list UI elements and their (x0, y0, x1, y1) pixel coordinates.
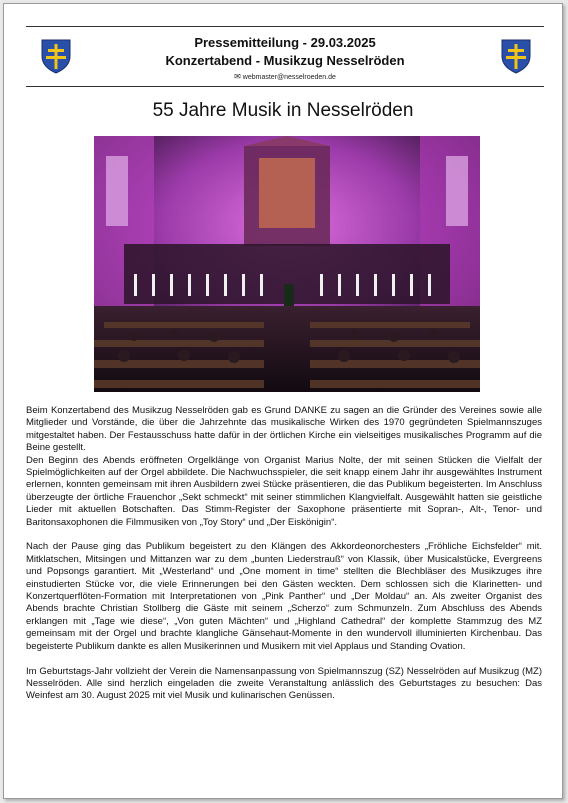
paragraph-program-start: Den Beginn des Abends eröffneten Orgelklänge von Organist Marius Nolte, der mit seinen Stücken die Vielfalt der Spielmöglichkeiten auf der Orgel abbildete. Die Nachwuchsspieler, die seit knapp einem Jahr ihr ausgewähltes Instrument erlernen, konnten gemeinsam mit ihren Ausbildern zwei Stücke präsentieren, die das Publikum begeisterten. Im Anschluss überzeugte der örtliche Frauenchor „Sekt schmeckt“ mit seiner stimmlichen Klangvielfalt. Ausgewählt hatten sie geistliche Lieder mit aktuellen Botschaften. Das Stimm-Register der Saxophone präsentierte mit Sopran-, Alt-, Tenor- und Baritonsaxophonen die Filmmusiken von „Toy Story“ und „Der Eiskönigin“. (26, 454, 542, 528)
concert-photo (94, 136, 480, 392)
contact-email[interactable]: webmaster@nesselroeden.de (242, 74, 336, 81)
header-top-rule (26, 26, 544, 27)
press-header (26, 26, 544, 86)
crest-icon (500, 38, 532, 74)
article-body (26, 405, 542, 703)
paragraph-after-break: Nach der Pause ging das Publikum begeistert zu den Klängen des Akkordeonorchesters „Fröhliche Eichsfelder“ mit. Mitklatschen, Mitsingen und Mittanzen war zu dem „bunten Liederstrauß“ von Klassik, über Musicalstücke, Evergreens und Popsongs garantiert. Mit „Westerland“ und „One moment in time“ stellten die Blechbläser des Musikzuges ihre einstudierten Stücke vor, die viele Erinnerungen bei den Gästen weckten. Dem schlossen sich die Klarinetten- und Konzertquerflöten-Formation mit Interpretationen von „Pink Panther“ und „Der Moldau“ an. Als zweiter Organist des Abends brachte Christian Stollberg die Gäste mit seinem „Scherzo“ zum Schmunzeln. Zum Abschluss des Abends erklangen mit „Tage wie diese“, „Von guten Mächten“ und „Highland Cathedral“ der komplette Stammzug des MZ gemeinsam mit der Orgel und brachte klangliche Gänsehaut-Momente in den wundervoll illuminierten Kirchenbau. Das begeisterte Publikum dankte es allen Musikerinnen und Musikern mit viel Applaus und Standing Ovation. (26, 541, 542, 652)
document-page (3, 3, 563, 799)
paragraph-outlook: Im Geburtstags-Jahr vollzieht der Verein die Namensanpassung von Spielmannszug (SZ) Nesselröden auf Musikzug (MZ) Nesselröden. Alle sind herzlich eingeladen die zweite Veranstaltung anlässlich des Geburtstages zu besuchen: Das Weinfest am 30. August 2025 mit viel Musik und kulinarischen Genüssen. (26, 665, 542, 702)
press-release-date: Pressemitteilung - 29.03.2025 (194, 35, 376, 50)
envelope-icon: ✉ (234, 72, 241, 81)
article-title: 55 Jahre Musik in Nesselröden (152, 100, 414, 121)
contact-line (26, 72, 544, 82)
header-bottom-rule (26, 86, 544, 87)
paragraph-intro: Beim Konzertabend des Musikzug Nesselröden gab es Grund DANKE zu sagen an die Gründer des Vereines sowie alle Mitglieder und Vorstände, die über die Jahrzehnte das musikalische Wirken des 1970 gegründeten Spielmannszuges mitgestaltet haben. Der Festausschuss hatte dafür in der örtlichen Kirche ein vielseitiges musikalisches Programm auf die Beine gestellt. (26, 405, 542, 454)
event-subtitle: Konzertabend - Musikzug Nesselröden (165, 53, 405, 68)
